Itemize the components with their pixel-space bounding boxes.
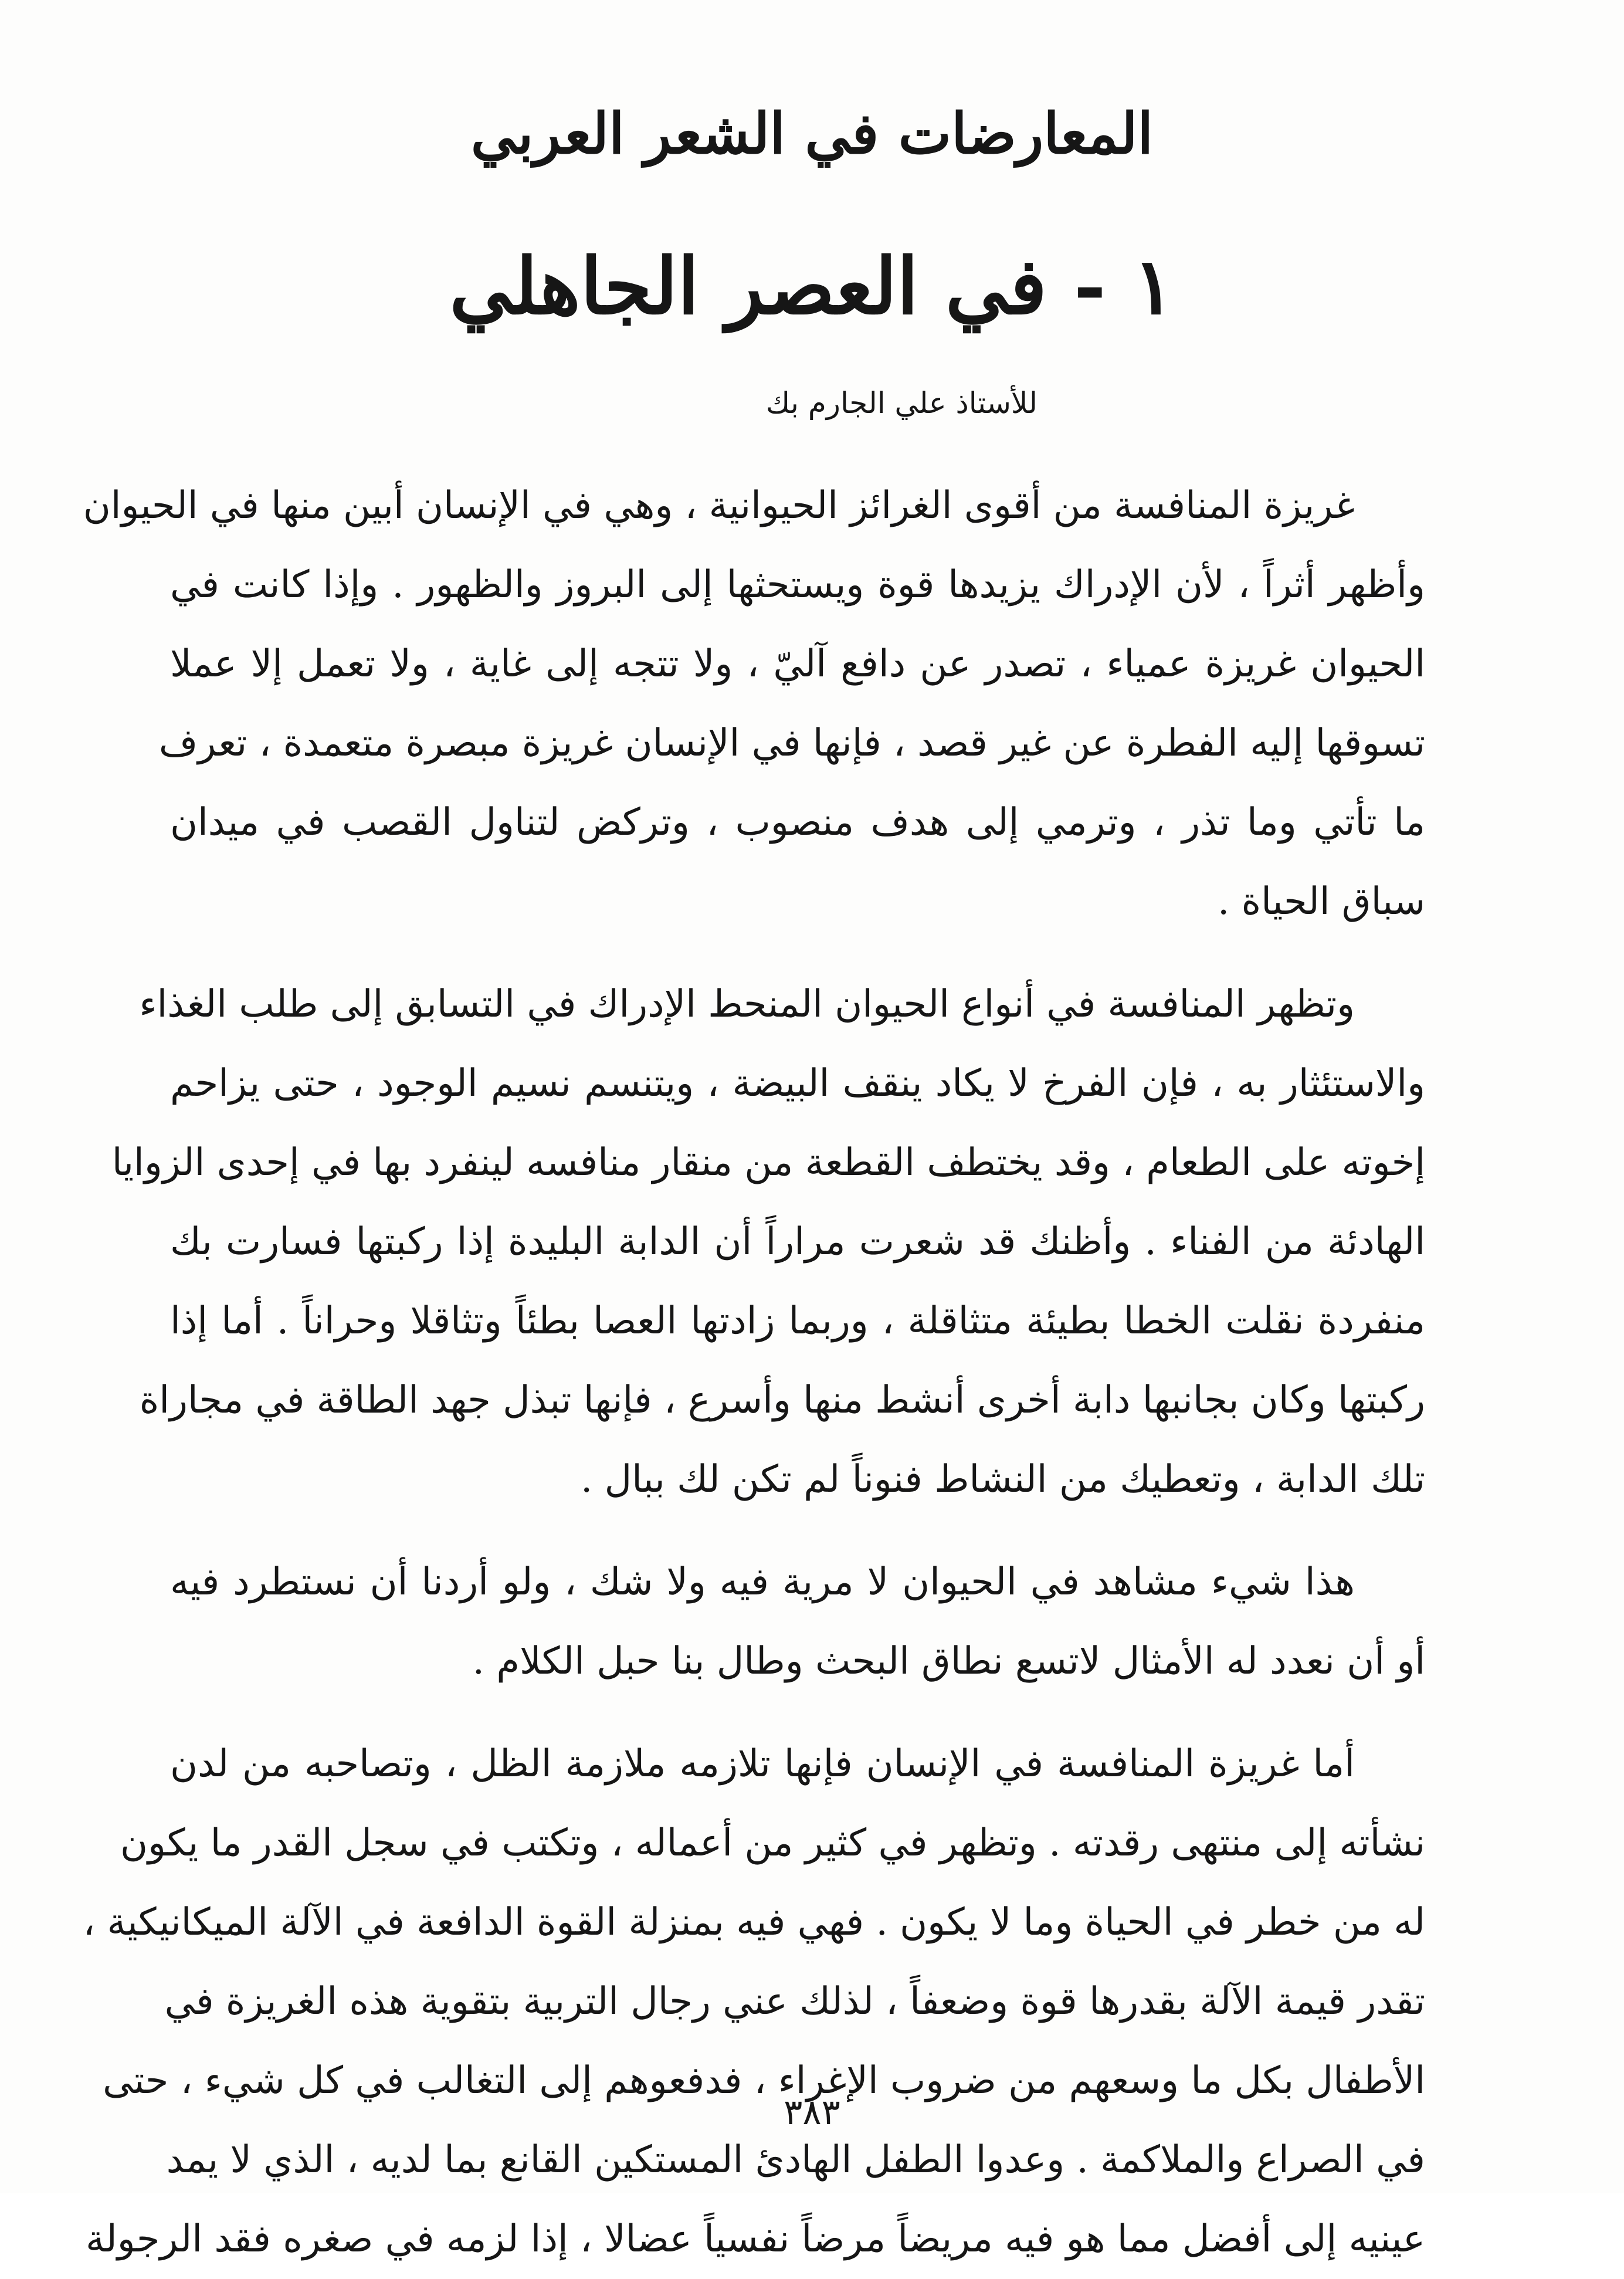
text-line: الأطفال بكل ما وسعهم من ضروب الإغراء ، فدفعوهم إلى التغالب في كل شيء ، حتى xyxy=(103,2059,1425,2102)
chapter-title: ١ - في العصر الجاهلي xyxy=(449,241,1175,332)
text-line: غريزة المنافسة من أقوى الغرائز الحيوانية ، وهي في الإنسان أبين منها في الحيوان xyxy=(83,484,1355,527)
text-line: ما تأتي وما تذر ، وترمي إلى هدف منصوب ، وتركض لتناول القصب في ميدان xyxy=(170,801,1425,844)
text-line: ركبتها وكان بجانبها دابة أخرى أنشط منها وأسرع ، فإنها تبذل جهد الطاقة في مجاراة xyxy=(139,1379,1425,1422)
article-body xyxy=(83,466,1425,2279)
text-line: عينيه إلى أفضل مما هو فيه مريضاً مرضاً نفسياً عضالا ، إذا لزمه في صغره فقد الرجولة xyxy=(85,2217,1425,2261)
text-line: والاستئثار به ، فإن الفرخ لا يكاد ينقف البيضة ، ويتنسم نسيم الوجود ، حتى يزاحم xyxy=(170,1062,1425,1105)
author-byline: للأستاذ علي الجارم بك xyxy=(765,386,1038,420)
text-line: وأظهر أثراً ، لأن الإدراك يزيدها قوة ويستحثها إلى البروز والظهور . وإذا كانت في xyxy=(170,563,1425,607)
text-line: أو أن نعدد له الأمثال لاتسع نطاق البحث وطال بنا حبل الكلام . xyxy=(472,1640,1425,1683)
text-line: سباق الحياة . xyxy=(1217,880,1425,923)
text-line: تسوقها إليه الفطرة عن غير قصد ، فإنها في الإنسان غريزة مبصرة متعمدة ، تعرف xyxy=(158,722,1425,765)
page-number: ٣٨٣ xyxy=(784,2092,840,2133)
text-line: منفردة نقلت الخطا بطيئة متثاقلة ، وربما زادتها العصا بطئاً وتثاقلا وحراناً . أما إذا xyxy=(170,1299,1425,1343)
text-line: إخوته على الطعام ، وقد يختطف القطعة من منقار منافسه لينفرد بها في إحدى الزوايا xyxy=(111,1141,1425,1184)
text-line: نشأته إلى منتهى رقدته . وتظهر في كثير من أعماله ، وتكتب في سجل القدر ما يكون xyxy=(120,1821,1425,1865)
paragraph-3 xyxy=(170,1543,1425,1701)
text-line: أما غريزة المنافسة في الإنسان فإنها تلازمه ملازمة الظل ، وتصاحبه من لدن xyxy=(170,1742,1355,1786)
text-line: في الصراع والملاكمة . وعدوا الطفل الهادئ المستكين القانع بما لديه ، الذي لا يمد xyxy=(166,2138,1425,2182)
text-line: هذا شيء مشاهد في الحيوان لا مرية فيه ولا شك ، ولو أردنا أن نستطرد فيه xyxy=(170,1560,1355,1604)
paragraph-4 xyxy=(83,1725,1425,2279)
paragraph-1 xyxy=(83,466,1425,942)
text-line: تقدر قيمة الآلة بقدرها قوة وضعفاً ، لذلك عني رجال التربية بتقوية هذه الغريزة في xyxy=(164,1980,1425,2023)
text-line: تلك الدابة ، وتعطيك من النشاط فنوناً لم تكن لك ببال . xyxy=(580,1458,1425,1501)
text-line: الحيوان غريزة عمياء ، تصدر عن دافع آليّ ، ولا تتجه إلى غاية ، ولا تعمل إلا عملا xyxy=(170,642,1425,686)
text-line: الهادئة من الفناء . وأظنك قد شعرت مراراً أن الدابة البليدة إذا ركبتها فسارت بك xyxy=(170,1220,1425,1264)
text-line: له من خطر في الحياة وما لا يكون . فهي فيه بمنزلة القوة الدافعة في الآلة الميكانيكية ، xyxy=(83,1901,1425,1944)
paragraph-2 xyxy=(111,965,1425,1519)
main-title: المعارضات في الشعر العربي xyxy=(470,100,1154,167)
text-line: وتظهر المنافسة في أنواع الحيوان المنحط الإدراك في التسابق إلى طلب الغذاء xyxy=(139,983,1355,1026)
